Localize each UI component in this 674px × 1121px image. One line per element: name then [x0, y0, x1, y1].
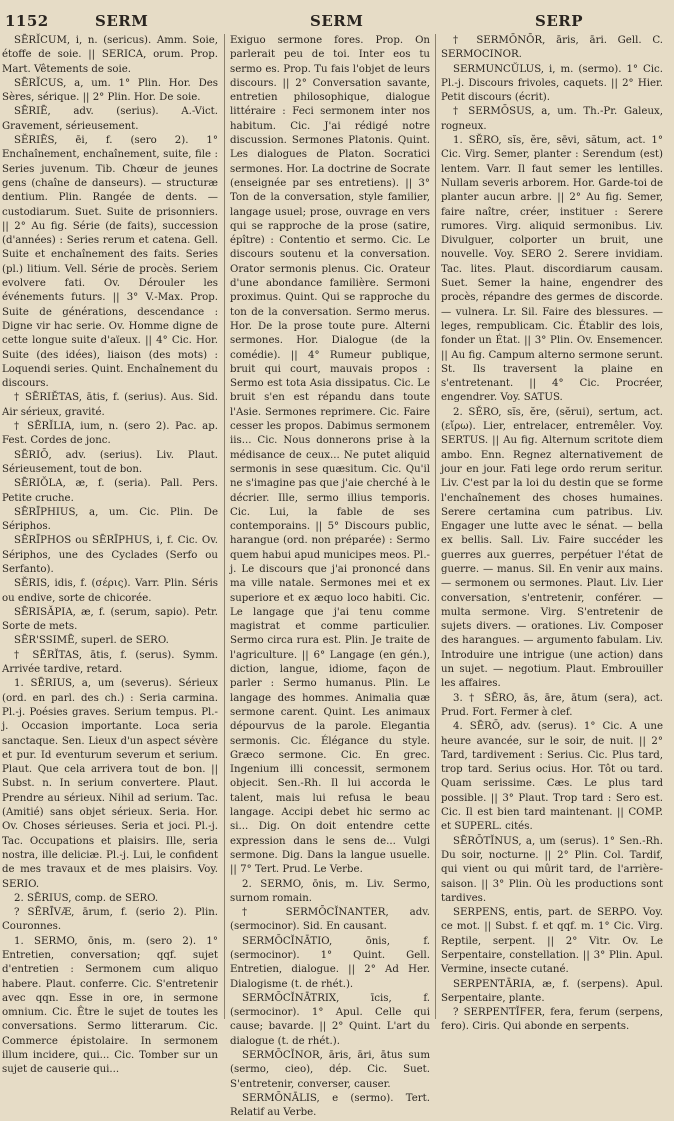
dictionary-entry: 2. SĒRIUS, comp. de SERO. [14, 892, 159, 904]
dictionary-entry: 4. SĒRŌ, adv. (serus). 1° Cic. A une heure avancée, sur le soir, de nuit. || 2° Tard, tardivement : Serius. Cic. Plus tard, trop tard. Serius ocius. Hor. Tôt ou tard. Quam serissime. Cæs. Le plus tard possible. || 3° Plaut. Trop tard : Sero est. Cic. Il est bien tard maintenant. || COMP. et SUPERL. cités. [441, 721, 663, 833]
dictionary-entry: SĒRISĂPIA, æ, f. (serum, sapio). Petr. Sorte de mets. [2, 606, 218, 633]
column-1 [2, 34, 218, 1076]
column-2 [230, 34, 430, 1119]
dictionary-entry: 1. SĒRIUS, a, um (severus). Sérieux (ord. en parl. des ch.) : Seria carmina. Pl.-j. Poésies graves. Serium tempus. Pl.-j. Occasion importante. Loca seria sanctaque. Sen. Lieux d'un aspect sévère et pur. Id eventurum severum et serium. Plaut. Que cela arrivera tout de bon. || Subst. n. In serium convertere. Plaut. Prendre au sérieux. Nihil ad serium. Tac. (Amitié) sans objet sérieux. Seria. Hor. Ov. Choses sérieuses. Seria et joci. Pl.-j. Tac. Occupations et plaisirs. Ille, seria nostra, ille deliciæ. Pl.-j. Lui, le confident de mes travaux et de mes plaisirs. Voy. SERIO. [2, 678, 218, 890]
dictionary-entry: SĒRIĒ, adv. (serius). A.-Vict. Gravement, sérieusement. [2, 106, 218, 132]
dictionary-entry: † SERMŌNŌR, āris, āri. Gell. C. SERMOCINOR. [441, 35, 663, 61]
column-divider [224, 34, 225, 1019]
dictionary-entry: SERMŌCĬNĀTIO, ōnis, f. (sermocinor). 1° Quint. Gell. Entretien, dialogue. || 2° Ad Her. Dialogisme (t. de rhét.). [230, 935, 430, 990]
dictionary-entry: SĒRŌTĬNUS, a, um (serus). 1° Sen.-Rh. Du soir, nocturne. || 2° Plin. Col. Tardif, qui vient ou qui mûrit tard, de l'arrière-saison. || 3° Plin. Où les productions sont tardives. [441, 835, 663, 904]
center-running-head: SERM [310, 12, 364, 30]
dictionary-entry: SĒRĪPHIUS, a, um. Cic. Plin. De Sériphos. [2, 506, 218, 533]
dictionary-entry: 2. SĔRO, sĭs, ĕre, (sĕrui), sertum, act. (εἴρω). Lier, entrelacer, entremêler. Voy. SERTUS. || Au fig. Alternum scritote diem ambo. Enn. Regnez alternativement de jour en jour. Fati lege ordo rerum seritur. Liv. C'est par la loi du destin que se forme l'enchaînement des choses humaines. Serere certamina cum patribus. Liv. Engager une lutte avec le sénat. — bella ex bellis. Sall. Liv. Faire succéder les guerres aux guerres, perpétuer l'état de guerre. — manus. Sil. En venir aux mains. — sermonem ou sermones. Plaut. Liv. Lier conversation, s'entretenir, conférer. — multa sermone. Virg. S'entretenir de sujets divers. — orationes. Liv. Composer des harangues. — argumento fabulam. Liv. Introduire une intrigue (une action) dans un sujet. — negotium. Plaut. Embrouiller les affaires. [441, 406, 663, 690]
column-3 [441, 34, 663, 1033]
dictionary-entry: SERMŌCĬNĀTRIX, īcis, f. (sermocinor). 1° Apul. Celle qui cause; bavarde. || 2° Quint. L'art du dialogue (t. de rhét.). [230, 992, 430, 1047]
dictionary-entry: SĒRIŎLA, æ, f. (seria). Pall. Pers. Petite cruche. [2, 478, 218, 504]
dictionary-entry: SĔRIS, idis, f. (σέρις). Varr. Plin. Séris ou endive, sorte de chicorée. [2, 578, 218, 604]
dictionary-entry: SERMŌCĬNOR, āris, āri, ātus sum (sermo, cieo), dép. Cic. Suet. S'entretenir, converser, causer. [230, 1050, 430, 1090]
column-divider [435, 34, 436, 1019]
dictionary-entry: † SERMŌCĬNANTER, adv. (sermocinor). Sid. En causant. [230, 907, 430, 933]
dictionary-entry: SĒRĬCUM, i, n. (sericus). Amm. Soie, étoffe de soie. || SERICA, orum. Prop. Mart. Vêtements de soie. [2, 35, 218, 75]
dictionary-entry: ? SĒRĪVÆ, ārum, f. (serio 2). Plin. Couronnes. [2, 907, 218, 933]
dictionary-entry: † SĒRĬLIA, ium, n. (sero 2). Pac. ap. Fest. Cordes de jonc. [2, 421, 218, 447]
dictionary-entry: SERMUNCŬLUS, i, m. (sermo). 1° Cic. Pl.-j. Discours frivoles, caquets. || 2° Hier. Petit discours (écrit). [441, 63, 663, 104]
dictionary-entry: SĔRIĒS, ēi, f. (sero 2). 1° Enchaînement, enchaînement, suite, file : Series juvenum. Tib. Chœur de jeunes gens (chaîne de danseurs). — structuræ dentium. Plin. Rangée de dents. — custodiarum. Suet. Suite de prisonniers. || 2° Au fig. Série (de faits), succession (d'années) : Series rerum et catena. Gell. Suite et enchaînement des faits. Series (pl.) litium. Vell. Série de procès. Seriem evolvere fati. Ov. Dérouler les événements futurs. || 3° V.-Max. Prop. Suite de générations, descendance : Digne vir hac serie. Ov. Homme digne de cette longue suite d'aïeux. || 4° Cic. Hor. Suite (des idées), liaison (des mots) : Loquendi series. Quint. Enchaînement du discours. [2, 135, 218, 390]
dictionary-entry: † SĒRĬTAS, ātis, f. (serus). Symm. Arrivée tardive, retard. [2, 649, 218, 676]
right-running-head: SERP [535, 12, 584, 30]
dictionary-entry: 1. SĔRO, sĭs, ĕre, sēvi, sătum, act. 1° Cic. Virg. Semer, planter : Serendum (est) lentem. Varr. Il faut semer les lentilles. Nullam severis arborem. Hor. Garde-toi de planter aucun arbre. || 2° Au fig. Semer, faire naître, créer, instituer : Serere rumores. Virg. aliquid sermonibus. Liv. Divulguer, colporter un bruit, une nouvelle. Voy. SERO 2. Serere invidiam. Tac. lites. Plaut. discordiarum causam. Suet. Semer la haine, engendrer des procès, répandre des germes de discorde. — vulnera. Lr. Sil. Faire des blessures. — leges, rempublicam. Cic. Établir des lois, fonder un État. || 3° Plin. Ov. Ensemencer. || Au fig. Campum alterno sermone serunt. St. Ils traversent la plaine en s'entretenant. || 4° Cic. Procréer, engendrer. Voy. SATUS. [441, 135, 663, 404]
dictionary-entry: Exiguo sermone fores. Prop. On parlerait peu de toi. Inter eos tu sermo es. Prop. Tu fais l'objet de leurs discours. || 2° Conversation savante, entretien philosophique, dialogue littéraire : Feci sermonem inter nos habitum. Cic. J'ai rédigé notre discussion. Sermones Platonis. Quint. Les dialogues de Platon. Socratici sermones. Hor. La doctrine de Socrate (enseignée par ses entretiens). || 3° Ton de la conversation, style familier, langage usuel; prose, ouvrage en vers qui se rapproche de la prose (satire, épître) : Contentio et sermo. Cic. Le discours soutenu et la conversation. Orator sermonis plenus. Cic. Orateur d'une abondance familière. Sermoni proximus. Quint. Qui se rapproche du ton de la conversation. Sermo merus. Hor. De la prose toute pure. Alterni sermones. Hor. Dialogue (de la comédie). || 4° Rumeur publique, bruit qui court, mauvais propos : Sermo est tota Asia dissipatus. Cic. Le bruit s'en est répandu dans toute l'Asie. Sermones reprimere. Cic. Faire cesser les propos. Dabimus sermonem iis... Cic. Nous donnerons prise à la médisance de ceux... Ne putet aliquid sermonis in sese quæsitum. Cic. Qu'il ne s'imagine pas que j'aie cherché à le décrier. Ille, sermo illius temporis. Cic. Lui, la fable de ses contemporains. || 5° Discours public, harangue (ord. non préparée) : Sermo quem habui apud municipes meos. Pl.-j. Le discours que j'ai prononcé dans ma ville natale. Sermones mei et ex superiore et ex æquo loco habiti. Cic. Le langage que j'ai tenu comme magistrat et comme particulier. Sermo circa rura est. Plin. Je traite de l'agriculture. || 6° Langage (en gén.), diction, langue, idiome, façon de parler : Sermo humanus. Plin. Le langage des hommes. Animalia quæ sermone carent. Quint. Les animaux dépourvus de la parole. Elegantia sermonis. Cic. Élégance du style. Græco sermone. Cic. En grec. Ingenium illi concessit, sermonem objecit. Sen.-Rh. Il lui accorda le talent, mais lui refusa le beau langage. Accipi debet hic sermo ac si... Dig. On doit entendre cette expression dans le sens de... Vulgi sermone. Dig. Dans la langue usuelle. || 7° Tert. Prud. Le Verbe. [230, 35, 430, 876]
dictionary-entry: † SĒRIĔTAS, ātis, f. (serius). Aus. Sid. Air sérieux, gravité. [2, 392, 218, 418]
dictionary-entry: SERPENTĀRIA, æ, f. (serpens). Apul. Serpentaire, plante. [441, 978, 663, 1004]
page-number: 1152 [5, 12, 49, 30]
dictionary-entry: SĒR'SSIMĒ, superl. de SERO. [14, 635, 169, 647]
dictionary-entry: † SERMŌSUS, a, um. Th.-Pr. Galeux, rogneux. [441, 106, 663, 132]
left-running-head: SERM [95, 12, 149, 30]
dictionary-entry: 2. SERMO, ōnis, m. Liv. Sermo, surnom romain. [230, 878, 430, 904]
dictionary-entry: SĒRĬCUS, a, um. 1° Plin. Hor. Des Sères, sérique. || 2° Plin. Hor. De soie. [2, 77, 218, 104]
dictionary-entry: SERPENS, entis, part. de SERPO. Voy. ce mot. || Subst. f. et qqf. m. 1° Cic. Virg. Reptile, serpent. || 2° Vitr. Ov. Le Serpentaire, constellation. || 3° Plin. Apul. Vermine, insecte cutané. [441, 907, 663, 976]
dictionary-entry: SĒRIŌ, adv. (serius). Liv. Plaut. Sérieusement, tout de bon. [2, 449, 218, 475]
dictionary-entry: ? SERPENTĬFER, fera, ferum (serpens, fero). Ciris. Qui abonde en serpents. [441, 1007, 663, 1033]
page-header [0, 12, 674, 34]
dictionary-entry: SERMŌNĀLIS, e (sermo). Tert. Relatif au Verbe. [230, 1092, 430, 1119]
dictionary-entry: 3. † SĒRO, ās, āre, ātum (sera), act. Prud. Fort. Fermer à clef. [441, 692, 663, 718]
dictionary-entry: SĒRĪPHOS ou SĒRĪPHUS, i, f. Cic. Ov. Sériphos, une des Cyclades (Serfo ou Serfanto). [2, 535, 218, 575]
dictionary-entry: 1. SERMO, ōnis, m. (sero 2). 1° Entretien, conversation; qqf. sujet d'entretien : Sermonem cum aliquo habere. Plaut. conferre. Cic. S'entretenir avec qqn. Esse in ore, in sermone omnium. Cic. Être le sujet de toutes les conversations. Sermo litterarum. Cic. Commerce épistolaire. In sermonem illum incidere, qui... Cic. Tomber sur un sujet de causerie qui... [2, 935, 218, 1076]
